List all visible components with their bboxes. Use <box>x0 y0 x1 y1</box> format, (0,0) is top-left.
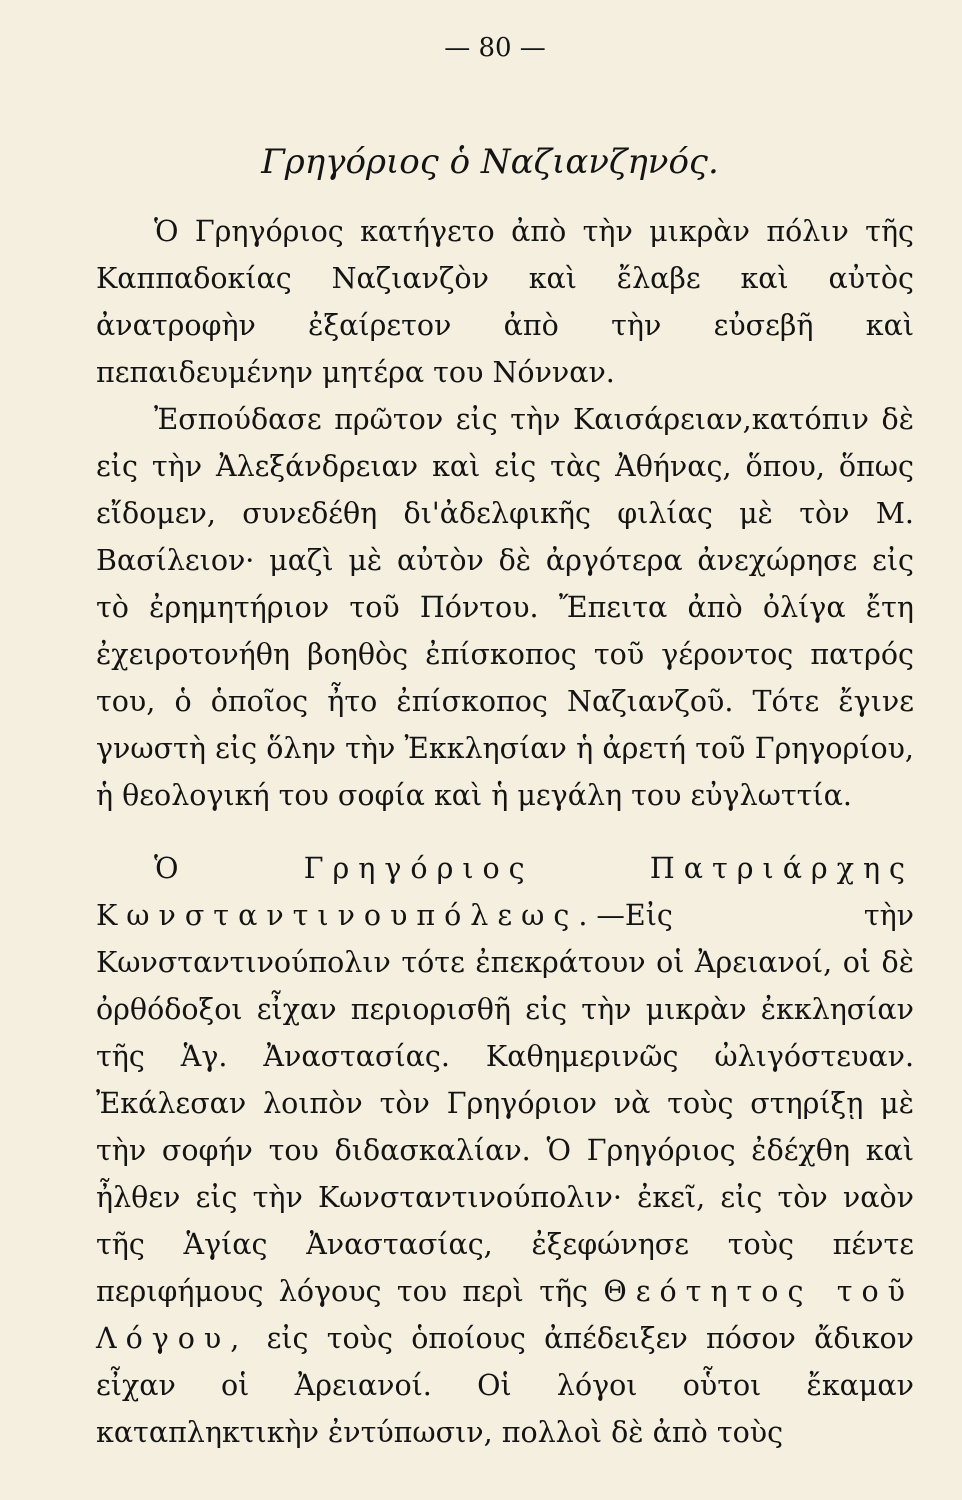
spaced-subheading: Ὁ Γρηγόριος Πατριάρχης Κωνσταντινουπόλεως. <box>96 852 914 932</box>
paragraph-3-text-end: εἰς τοὺς ὁποίους ἀπέδειξεν πόσον ἄδικον εἶχαν οἱ Ἀρειανοί. Οἱ λόγοι οὗτοι ἔκαμαν καταπληκτικὴν ἐντύπωσιν, πολλοὶ δὲ ἀπὸ τοὺς <box>96 1322 914 1449</box>
section-heading: Γρηγόριος ὁ Ναζιανζηνός. <box>261 142 719 182</box>
paragraph-1: Ὁ Γρηγόριος κατήγετο ἀπὸ τὴν μικρὰν πόλιν τῆς Καππαδοκίας Ναζιανζὸν καὶ ἔλαβε καὶ αὐτὸς ἀνατροφὴν ἐξαίρετον ἀπὸ τὴν εὐσεβῆ καὶ πεπαιδευμένην μητέρα του Νόνναν. <box>96 215 914 389</box>
page-number: — 80 — <box>444 33 546 63</box>
paragraph-2: Ἐσπούδασε πρῶτον εἰς τὴν Καισάρειαν,κατόπιν δὲ εἰς τὴν Ἀλεξάνδρειαν καὶ εἰς τὰς Ἀθήνας, ὅπου, ὅπως εἴδομεν, συνεδέθη δι'ἀδελφικῆς φιλίας μὲ τὸν Μ. Βασίλειον· μαζὶ μὲ αὐτὸν δὲ ἀργότερα ἀνεχώρησε εἰς τὸ ἐρημητήριον τοῦ Πόντου. Ἔπειτα ἀπὸ ὀλίγα ἔτη ἐχειροτονήθη βοηθὸς ἐπίσκοπος τοῦ γέροντος πατρός του, ὁ ὁποῖος ἦτο ἐπίσκοπος Ναζιανζοῦ. Τότε ἔγινε γνωστὴ εἰς ὅλην τὴν Ἐκκλησίαν ἡ ἀρετή τοῦ Γρηγορίου, ἡ θεολογική του σοφία καὶ ἡ μεγάλη του εὐγλωττία. <box>96 403 914 812</box>
spaced-emphasis: Θεότητος τοῦ Λόγου, <box>96 1275 915 1355</box>
paragraph-3-text: —Εἰς τὴν Κωνσταντινούπολιν τότε ἐπεκράτουν οἱ Ἀρειανοί, οἱ δὲ ὀρθόδοξοι εἶχαν περιορισθῆ εἰς τὴν μικρὰν ἐκκλησίαν τῆς Ἁγ. Ἀναστασίας. Καθημερινῶς ὠλιγόστευαν. Ἐκάλεσαν λοιπὸν τὸν Γρηγόριον νὰ τοὺς στηρίξῃ μὲ τὴν σοφήν του διδασκαλίαν. Ὁ Γρηγόριος ἐδέχθη καὶ ἦλθεν εἰς τὴν Κωνσταντινούπολιν· ἐκεῖ, εἰς τὸν ναὸν τῆς Ἁγίας Ἀναστασίας, ἐξεφώνησε τοὺς πέντε περιφήμους λόγους του περὶ τῆς <box>96 899 914 1308</box>
paragraph-3 <box>96 845 914 1456</box>
